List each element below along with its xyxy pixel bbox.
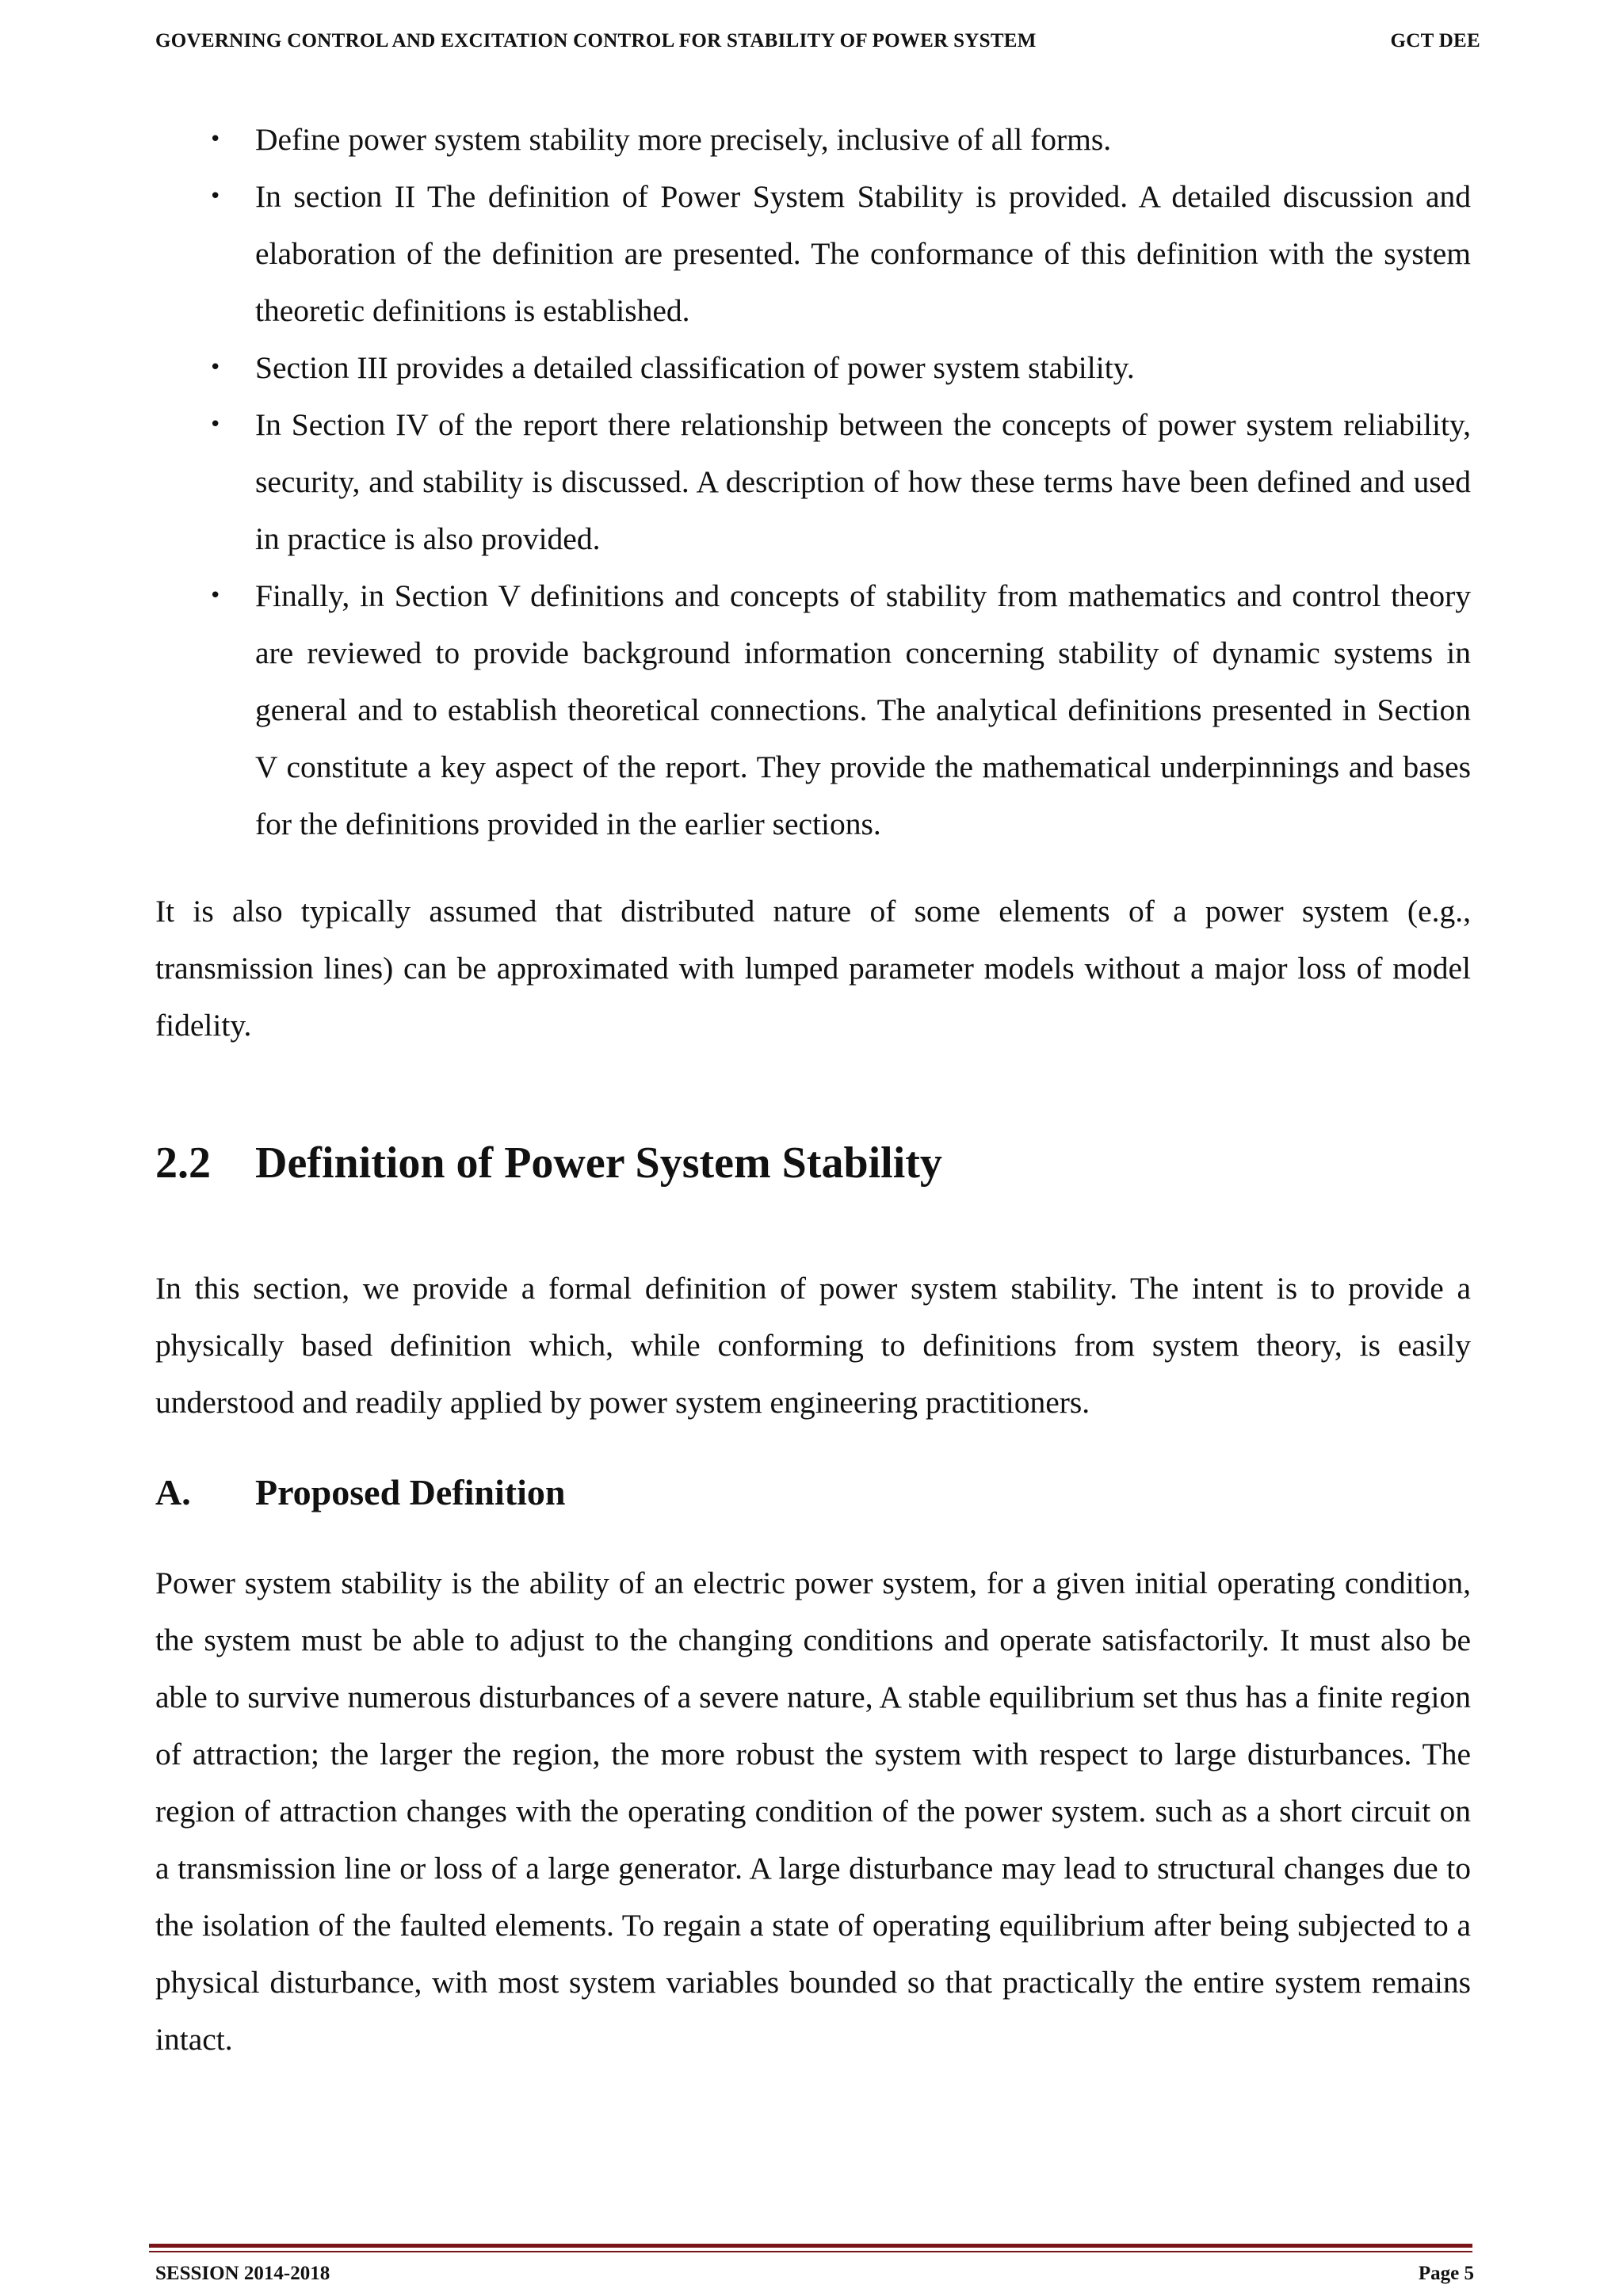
bullet-icon: •: [209, 584, 222, 608]
bullet-icon: •: [209, 413, 222, 437]
bullet-icon: •: [209, 356, 222, 379]
paragraph-lumped-models: It is also typically assumed that distributed nature of some elements of a power system (e.g., transmission lines) can be approximated with lumped parameter models without a major loss of model fidelity.: [155, 894, 1471, 1043]
list-item: [155, 567, 1471, 852]
paragraph-section-intro: In this section, we provide a formal definition of power system stability. The intent is to provide a physically based definition which, while conforming to definitions from system theory, is easily understood and readily applied by power system engineering practitioners.: [155, 1271, 1471, 1420]
section-title: Definition of Power System Stability: [255, 1138, 942, 1188]
footer-session: SESSION 2014-2018: [155, 2263, 330, 2284]
subsection-heading: [155, 1464, 1471, 1521]
bullet-icon: •: [209, 128, 222, 151]
list-item-text: Section III provides a detailed classification of power system stability.: [255, 350, 1135, 385]
list-item-text: Define power system stability more precisely, inclusive of all forms.: [255, 122, 1112, 157]
list-item-text: In section II The definition of Power System Stability is provided. A detailed discussion and elaboration of the definition are presented. The conformance of this definition with the system theoretic definitions is established.: [255, 179, 1471, 328]
footer-page-number: Page 5: [1418, 2263, 1474, 2284]
list-item-text: In Section IV of the report there relationship between the concepts of power system reliability, security, and stability is discussed. A description of how these terms have been defined and used in practice is also provided.: [255, 407, 1471, 556]
list-item: [155, 396, 1471, 567]
section-number: 2.2: [155, 1138, 211, 1188]
list-item: [155, 168, 1471, 339]
page-content: [155, 111, 1471, 2068]
subsection-number: A.: [155, 1472, 191, 1512]
header-department: GCT DEE: [1390, 30, 1480, 51]
bullet-list: [155, 111, 1471, 852]
footer-divider-bottom: [149, 2251, 1472, 2252]
bullet-icon: •: [209, 185, 222, 208]
list-item: [155, 339, 1471, 396]
subsection-title: Proposed Definition: [255, 1472, 566, 1512]
header-title: GOVERNING CONTROL AND EXCITATION CONTROL FOR STABILITY OF POWER SYSTEM: [155, 30, 1037, 51]
paragraph-proposed-definition: Power system stability is the ability of an electric power system, for a given initial operating condition, the system must be able to adjust to the changing conditions and operate satisfactorily. It must also be able to survive numerous disturbances of a severe nature, A stable equilibrium set thus has a finite region of attraction; the larger the region, the more robust the system with respect to large disturbances. The region of attraction changes with the operating condition of the power system. such as a short circuit on a transmission line or loss of a large generator. A large disturbance may lead to structural changes due to the isolation of the faulted elements. To regain a state of operating equilibrium after being subjected to a physical disturbance, with most system variables bounded so that practically the entire system remains intact.: [155, 1566, 1471, 2057]
list-item: [155, 111, 1471, 168]
section-heading: [155, 1131, 1471, 1195]
footer-divider-top: [149, 2244, 1472, 2248]
list-item-text: Finally, in Section V definitions and concepts of stability from mathematics and control theory are reviewed to provide background information concerning stability of dynamic systems in general and to establish theoretical connections. The analytical definitions presented in Section V constitute a key aspect of the report. They provide the mathematical underpinnings and bases for the definitions provided in the earlier sections.: [255, 578, 1471, 841]
